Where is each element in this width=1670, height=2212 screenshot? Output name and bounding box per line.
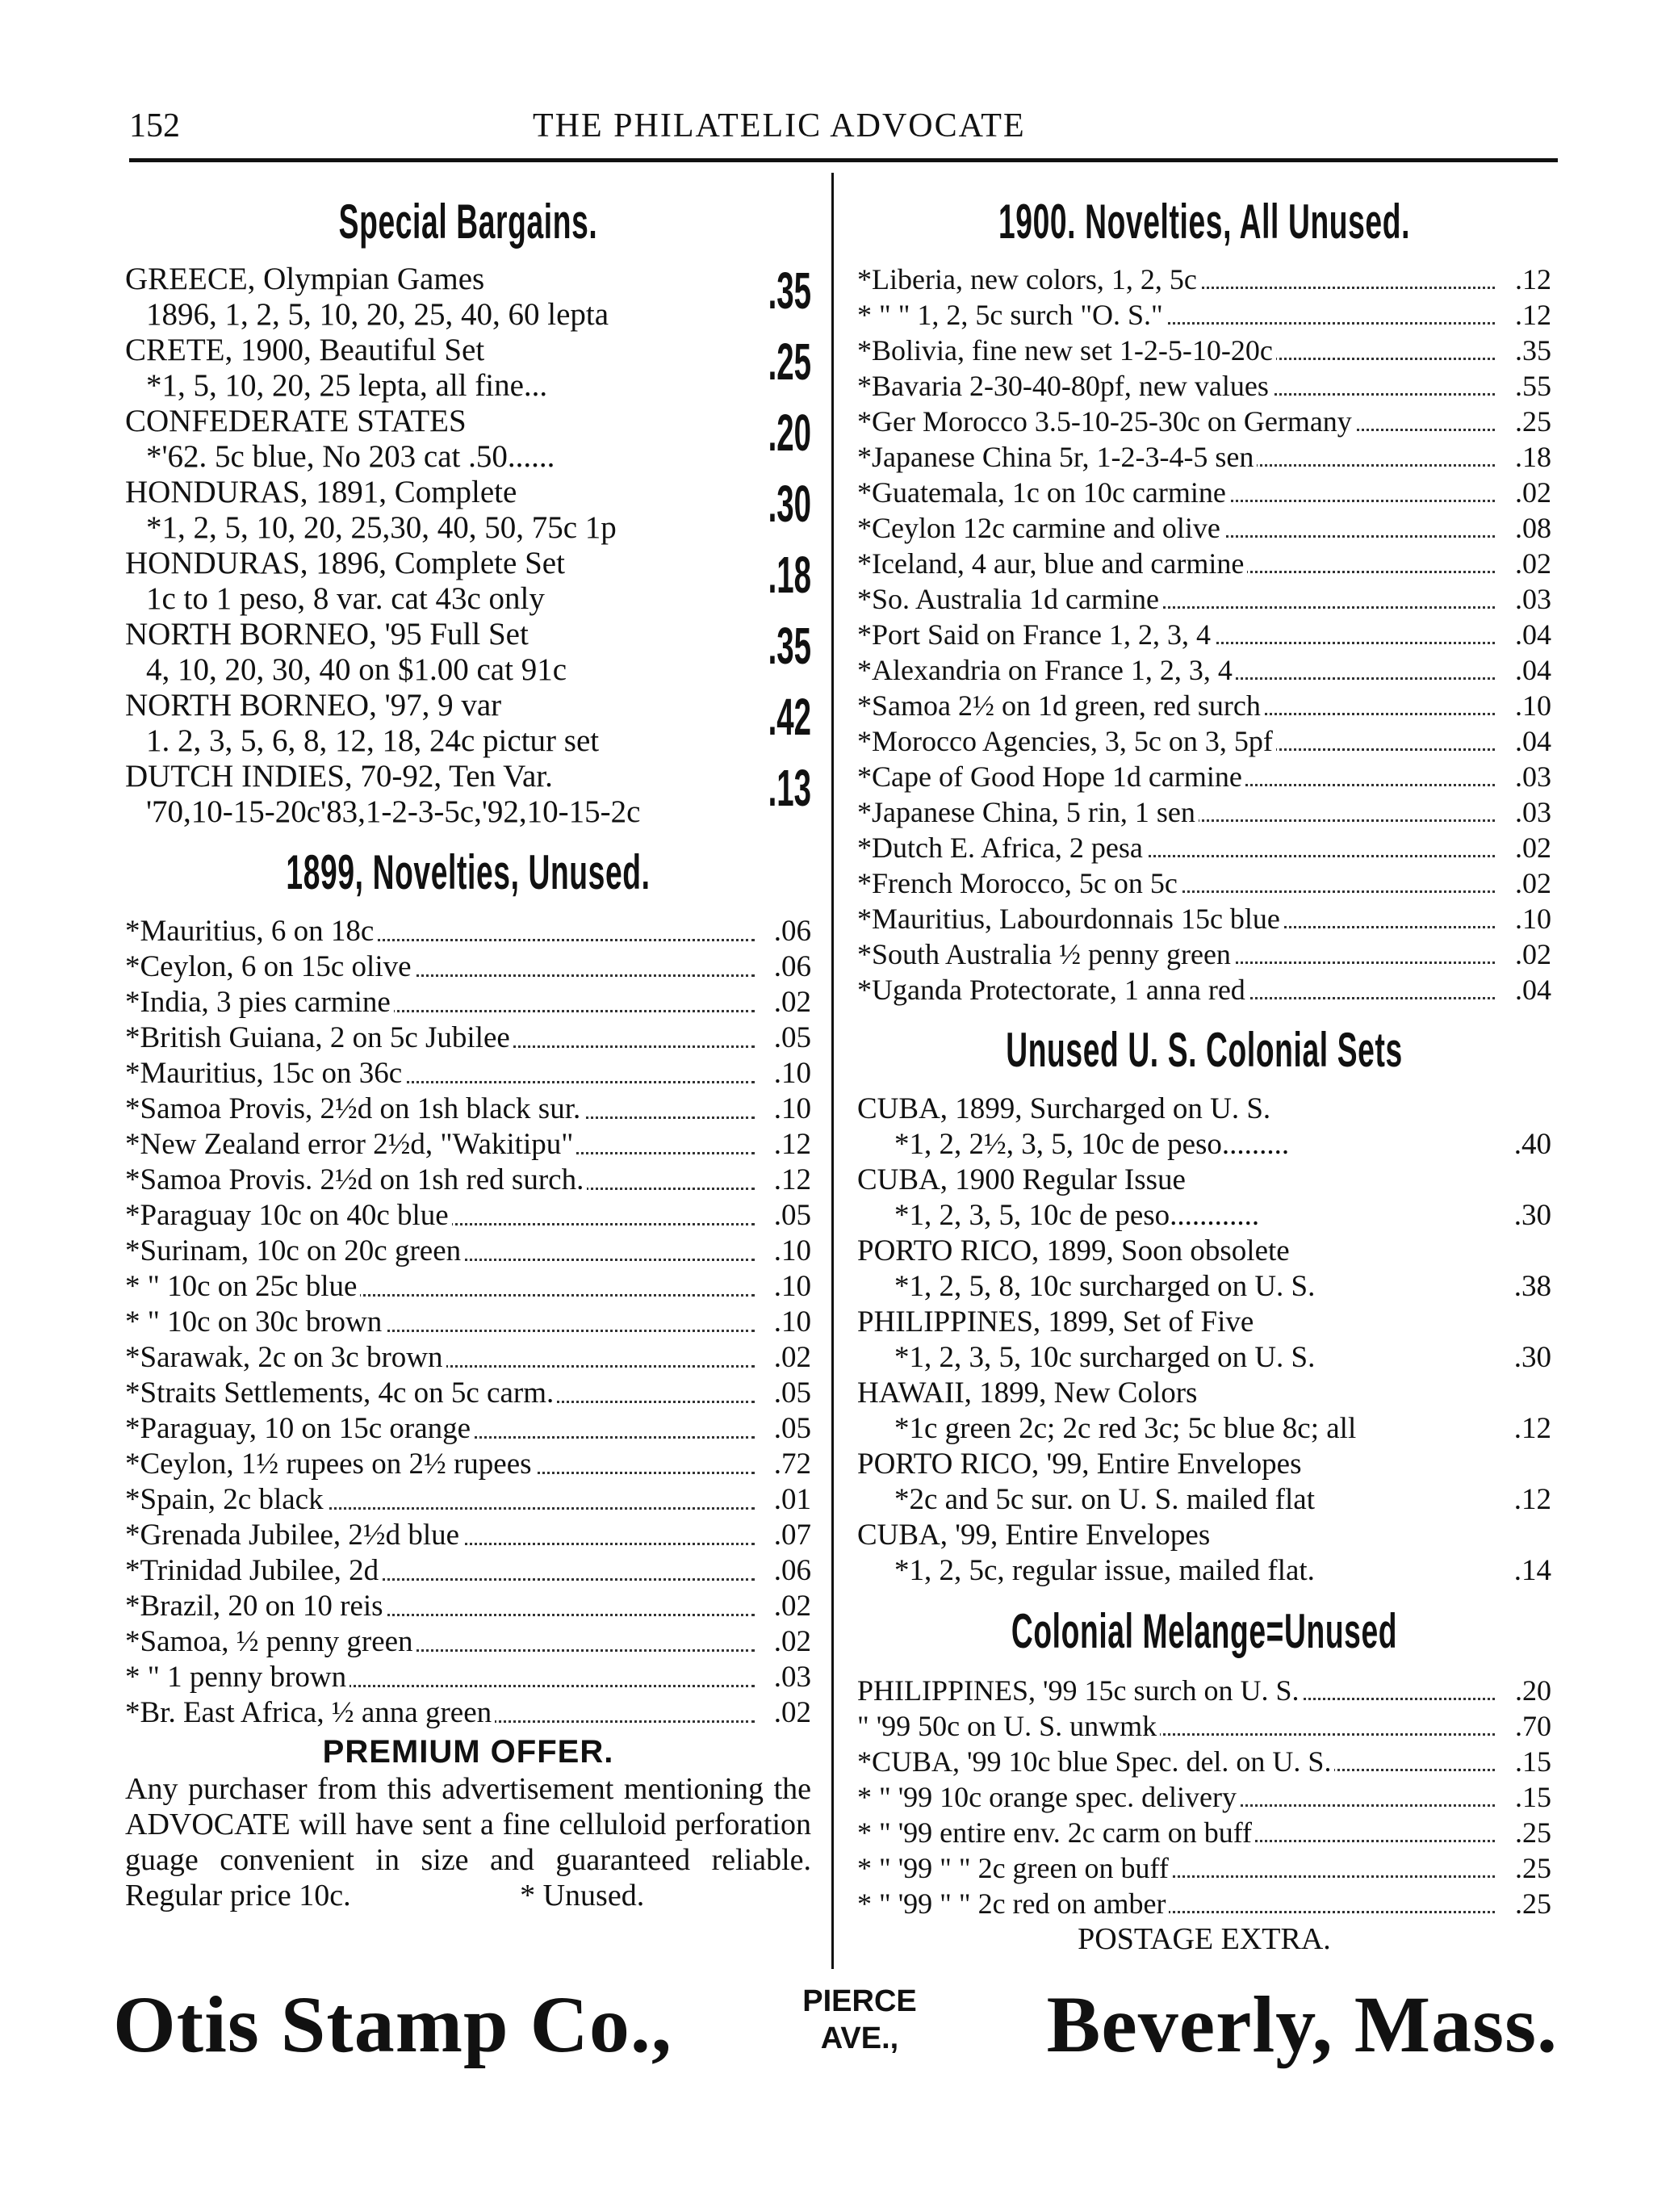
bargain-item bbox=[125, 333, 811, 404]
item-price: .02 bbox=[769, 985, 811, 1020]
item-description: *Grenada Jubilee, 2½d blue bbox=[125, 1519, 462, 1552]
colonial-set-price: .30 bbox=[1513, 1341, 1551, 1374]
item-price: .04 bbox=[1510, 652, 1551, 688]
item-price: .12 bbox=[769, 1127, 811, 1163]
colonial-set-item bbox=[857, 1091, 1551, 1163]
item-description: *Spain, 2c black bbox=[125, 1483, 327, 1516]
colonial-set-item bbox=[857, 1234, 1551, 1305]
item-price: .02 bbox=[769, 1589, 811, 1624]
item-description: PHILIPPINES, '99 15c surch on U. S. bbox=[857, 1674, 1303, 1707]
price-list-row bbox=[857, 865, 1551, 901]
colonial-set-description: *1, 2, 3, 5, 10c de peso............ bbox=[894, 1199, 1260, 1232]
item-description: * " '99 entire env. 2c carm on buff bbox=[857, 1816, 1255, 1849]
bargain-detail: 4, 10, 20, 30, 40 on $1.00 cat 91c bbox=[146, 652, 567, 687]
special-bargains-list bbox=[125, 262, 811, 830]
bargain-item bbox=[125, 262, 811, 333]
price-list-row bbox=[125, 1376, 811, 1411]
price-list-row bbox=[125, 1695, 811, 1731]
bargain-detail: 1. 2, 3, 5, 6, 8, 12, 18, 24c pictur set bbox=[146, 723, 600, 758]
colonial-set-detail bbox=[857, 1127, 1551, 1163]
item-description: *Sarawak, 2c on 3c brown bbox=[125, 1341, 446, 1374]
item-price: .05 bbox=[769, 1411, 811, 1447]
item-description: *Samoa, ½ penny green bbox=[125, 1625, 416, 1658]
price-list-row bbox=[857, 404, 1551, 439]
item-price: .10 bbox=[769, 1305, 811, 1340]
item-price: .02 bbox=[769, 1340, 811, 1376]
item-description: *Iceland, 4 aur, blue and carmine bbox=[857, 547, 1247, 580]
price-list-row bbox=[125, 1163, 811, 1198]
price-list-row bbox=[857, 368, 1551, 404]
item-description: *British Guiana, 2 on 5c Jubilee bbox=[125, 1021, 513, 1054]
price-list-row bbox=[125, 1020, 811, 1056]
bargain-price: .42 bbox=[768, 688, 811, 746]
item-description: *Ceylon, 1½ rupees on 2½ rupees bbox=[125, 1447, 535, 1481]
colonial-set-item bbox=[857, 1163, 1551, 1234]
bargain-detail: *'62. 5c blue, No 203 cat .50...... bbox=[146, 439, 555, 474]
price-list-row bbox=[857, 262, 1551, 297]
item-price: .25 bbox=[1510, 404, 1551, 439]
street-address bbox=[775, 1983, 944, 2057]
item-description: *Trinidad Jubilee, 2d bbox=[125, 1554, 382, 1587]
colonial-set-price: .38 bbox=[1513, 1270, 1551, 1303]
price-list-row bbox=[857, 1886, 1551, 1921]
price-list-row bbox=[857, 901, 1551, 936]
bargain-item bbox=[125, 404, 811, 475]
price-list-row bbox=[125, 1624, 811, 1660]
item-description: *Japanese China 5r, 1-2-3-4-5 sen bbox=[857, 441, 1257, 473]
page-number: 152 bbox=[129, 107, 180, 145]
price-list-row bbox=[125, 1482, 811, 1518]
price-list-row bbox=[125, 1305, 811, 1340]
bargain-title: HONDURAS, 1896, Complete Set bbox=[125, 546, 565, 580]
item-description: *Dutch E. Africa, 2 pesa bbox=[857, 832, 1146, 864]
price-list-row bbox=[125, 1447, 811, 1482]
item-description: * " 10c on 25c blue bbox=[125, 1270, 360, 1303]
bargain-item bbox=[125, 759, 811, 830]
price-list-row bbox=[125, 914, 811, 949]
city-name: Beverly, Mass. bbox=[1046, 1979, 1558, 2069]
item-description: * " " 1, 2, 5c surch "O. S." bbox=[857, 299, 1166, 331]
price-list-row bbox=[125, 1589, 811, 1624]
novelties-1899-list bbox=[125, 914, 811, 1731]
price-list-row bbox=[857, 475, 1551, 510]
item-price: .05 bbox=[769, 1198, 811, 1234]
colonial-set-description: *1, 2, 3, 5, 10c surcharged on U. S. bbox=[894, 1341, 1316, 1374]
price-list-row bbox=[857, 1779, 1551, 1815]
colonial-melange-heading: Colonial Melange=Unused bbox=[1011, 1604, 1398, 1658]
company-name: Otis Stamp Co., bbox=[113, 1979, 672, 2069]
postage-extra: POSTAGE EXTRA. bbox=[1078, 1922, 1331, 1956]
header-rule bbox=[129, 158, 1558, 162]
bargain-detail: *1, 2, 5, 10, 20, 25,30, 40, 50, 75c 1p bbox=[146, 510, 617, 545]
price-list-row bbox=[857, 794, 1551, 830]
colonial-set-title: CUBA, '99, Entire Envelopes bbox=[857, 1519, 1211, 1552]
item-price: .70 bbox=[1510, 1708, 1551, 1744]
price-list-row bbox=[857, 439, 1551, 475]
item-description: *Port Said on France 1, 2, 3, 4 bbox=[857, 618, 1214, 651]
price-list-row bbox=[125, 1269, 811, 1305]
item-price: .02 bbox=[1510, 936, 1551, 972]
bargain-detail: 1c to 1 peso, 8 var. cat 43c only bbox=[146, 581, 545, 616]
item-price: .10 bbox=[1510, 901, 1551, 936]
column-divider bbox=[831, 173, 834, 1969]
item-price: .25 bbox=[1510, 1815, 1551, 1850]
left-column bbox=[125, 194, 811, 1913]
price-list-row bbox=[857, 830, 1551, 865]
bargain-detail: *1, 5, 10, 20, 25 lepta, all fine... bbox=[146, 368, 548, 403]
price-list-row bbox=[857, 510, 1551, 546]
item-price: .05 bbox=[769, 1376, 811, 1411]
item-description: *Mauritius, 15c on 36c bbox=[125, 1057, 405, 1090]
item-price: .02 bbox=[1510, 546, 1551, 581]
item-description: *Paraguay, 10 on 15c orange bbox=[125, 1412, 474, 1445]
bargain-price: .30 bbox=[768, 475, 811, 533]
item-description: *Cape of Good Hope 1d carmine bbox=[857, 760, 1245, 793]
bargain-detail: 1896, 1, 2, 5, 10, 20, 25, 40, 60 lepta bbox=[146, 297, 609, 332]
price-list-row bbox=[857, 723, 1551, 759]
price-list-row bbox=[857, 1708, 1551, 1744]
price-list-row bbox=[125, 1198, 811, 1234]
price-list-row bbox=[125, 1234, 811, 1269]
premium-offer-body: Any purchaser from this advertisement mentioning the ADVOCATE will have sent a fine celluloid perforation guage convenient in size and guaranteed reliable. Regular price 10c. bbox=[125, 1772, 811, 1912]
colonial-sets-heading: Unused U. S. Colonial Sets bbox=[1006, 1023, 1403, 1077]
bargain-item bbox=[125, 688, 811, 759]
advertiser-footer bbox=[113, 1978, 1558, 2099]
price-list-row bbox=[125, 1091, 811, 1127]
price-list-row bbox=[857, 972, 1551, 1008]
premium-offer-title: PREMIUM OFFER. bbox=[322, 1734, 614, 1770]
premium-offer-text bbox=[125, 1771, 811, 1913]
item-description: " '99 50c on U. S. unwmk bbox=[857, 1710, 1160, 1742]
item-price: .04 bbox=[1510, 723, 1551, 759]
item-description: *Morocco Agencies, 3, 5c on 3, 5pf bbox=[857, 725, 1276, 757]
bargain-price: .20 bbox=[768, 404, 811, 462]
novelties-1899-heading: 1899, Novelties, Unused. bbox=[286, 845, 651, 899]
price-list-row bbox=[125, 1340, 811, 1376]
item-description: *Ceylon, 6 on 15c olive bbox=[125, 950, 415, 983]
colonial-set-item bbox=[857, 1518, 1551, 1589]
price-list-row bbox=[857, 333, 1551, 368]
colonial-set-description: *2c and 5c sur. on U. S. mailed flat bbox=[894, 1483, 1315, 1516]
item-description: * " 1 penny brown bbox=[125, 1661, 349, 1694]
bargain-item bbox=[125, 546, 811, 617]
item-price: .08 bbox=[1510, 510, 1551, 546]
item-price: .10 bbox=[769, 1269, 811, 1305]
colonial-set-title: PORTO RICO, '99, Entire Envelopes bbox=[857, 1447, 1302, 1481]
bargain-title: CONFEDERATE STATES bbox=[125, 404, 467, 438]
novelties-1900-list bbox=[857, 262, 1551, 1008]
colonial-set-detail bbox=[857, 1482, 1551, 1518]
bargain-price: .35 bbox=[768, 262, 811, 320]
item-description: *Guatemala, 1c on 10c carmine bbox=[857, 476, 1229, 509]
bargain-detail: '70,10-15-20c'83,1-2-3-5c,'92,10-15-2c bbox=[146, 794, 641, 829]
running-title: THE PHILATELIC ADVOCATE bbox=[533, 107, 1026, 145]
colonial-set-detail bbox=[857, 1553, 1551, 1589]
colonial-set-price: .30 bbox=[1513, 1199, 1551, 1232]
item-description: *South Australia ½ penny green bbox=[857, 938, 1234, 970]
price-list-row bbox=[857, 1673, 1551, 1708]
item-price: .55 bbox=[1510, 368, 1551, 404]
item-description: *CUBA, '99 10c blue Spec. del. on U. S. bbox=[857, 1745, 1334, 1778]
price-list-row bbox=[857, 936, 1551, 972]
colonial-melange-list bbox=[857, 1673, 1551, 1921]
item-description: *Ger Morocco 3.5-10-25-30c on Germany bbox=[857, 405, 1355, 438]
price-list-row bbox=[125, 1553, 811, 1589]
right-column bbox=[857, 194, 1551, 1957]
bargain-title: CRETE, 1900, Beautiful Set bbox=[125, 333, 485, 367]
colonial-sets-list bbox=[857, 1091, 1551, 1589]
item-price: .15 bbox=[1510, 1779, 1551, 1815]
item-description: *New Zealand error 2½d, "Wakitipu" bbox=[125, 1128, 576, 1161]
price-list-row bbox=[857, 297, 1551, 333]
item-price: .05 bbox=[769, 1020, 811, 1056]
price-list-row bbox=[857, 1850, 1551, 1886]
item-description: *Samoa Provis. 2½d on 1sh red surch. bbox=[125, 1163, 587, 1196]
colonial-set-description: *1, 2, 2½, 3, 5, 10c de peso......... bbox=[894, 1128, 1290, 1161]
price-list-row bbox=[857, 1744, 1551, 1779]
item-price: .03 bbox=[1510, 581, 1551, 617]
bargain-title: HONDURAS, 1891, Complete bbox=[125, 475, 517, 509]
street-line-1: PIERCE bbox=[802, 1984, 917, 2018]
colonial-set-title: CUBA, 1900 Regular Issue bbox=[857, 1163, 1186, 1196]
item-description: *Brazil, 20 on 10 reis bbox=[125, 1590, 387, 1623]
bargain-price: .18 bbox=[768, 546, 811, 604]
item-price: .06 bbox=[769, 1553, 811, 1589]
bargain-item bbox=[125, 617, 811, 688]
price-list-row bbox=[125, 949, 811, 985]
price-list-row bbox=[857, 546, 1551, 581]
price-list-row bbox=[125, 1056, 811, 1091]
bargain-item bbox=[125, 475, 811, 546]
item-description: * " '99 10c orange spec. delivery bbox=[857, 1781, 1240, 1813]
item-price: .18 bbox=[1510, 439, 1551, 475]
item-description: *Paraguay 10c on 40c blue bbox=[125, 1199, 452, 1232]
item-price: .72 bbox=[769, 1447, 811, 1482]
colonial-set-title: HAWAII, 1899, New Colors bbox=[857, 1376, 1198, 1410]
item-price: .10 bbox=[769, 1234, 811, 1269]
item-price: .10 bbox=[769, 1091, 811, 1127]
colonial-set-description: *1c green 2c; 2c red 3c; 5c blue 8c; all bbox=[894, 1412, 1357, 1445]
bargain-title: GREECE, Olympian Games bbox=[125, 262, 485, 296]
item-price: .25 bbox=[1510, 1886, 1551, 1921]
price-list-row bbox=[857, 759, 1551, 794]
street-line-2: AVE., bbox=[820, 2021, 899, 2055]
item-price: .12 bbox=[1510, 297, 1551, 333]
price-list-row bbox=[125, 1660, 811, 1695]
colonial-set-price: .14 bbox=[1513, 1554, 1551, 1587]
item-description: *French Morocco, 5c on 5c bbox=[857, 867, 1181, 899]
item-description: * " '99 " " 2c green on buff bbox=[857, 1852, 1172, 1884]
bargain-title: DUTCH INDIES, 70-92, Ten Var. bbox=[125, 759, 553, 794]
item-price: .03 bbox=[1510, 759, 1551, 794]
colonial-set-price: .40 bbox=[1513, 1128, 1551, 1161]
item-price: .35 bbox=[1510, 333, 1551, 368]
colonial-set-detail bbox=[857, 1340, 1551, 1376]
item-description: *Liberia, new colors, 1, 2, 5c bbox=[857, 263, 1200, 295]
item-price: .04 bbox=[1510, 617, 1551, 652]
bargain-title: NORTH BORNEO, '95 Full Set bbox=[125, 617, 529, 651]
novelties-1900-heading: 1900. Novelties, All Unused. bbox=[998, 195, 1411, 249]
unused-note: * Unused. bbox=[520, 1879, 645, 1912]
colonial-set-description: *1, 2, 5, 8, 10c surcharged on U. S. bbox=[894, 1270, 1316, 1303]
item-description: *Samoa 2½ on 1d green, red surch bbox=[857, 689, 1264, 722]
item-description: *Bolivia, fine new set 1-2-5-10-20c bbox=[857, 334, 1276, 367]
colonial-set-title: PHILIPPINES, 1899, Set of Five bbox=[857, 1305, 1254, 1339]
item-price: .06 bbox=[769, 949, 811, 985]
special-bargains-heading: Special Bargains. bbox=[338, 195, 598, 249]
item-description: *Straits Settlements, 4c on 5c carm. bbox=[125, 1376, 557, 1410]
item-price: .12 bbox=[769, 1163, 811, 1198]
colonial-set-detail bbox=[857, 1198, 1551, 1234]
item-description: *India, 3 pies carmine bbox=[125, 986, 394, 1019]
item-description: *Mauritius, Labourdonnais 15c blue bbox=[857, 903, 1283, 935]
item-description: *Uganda Protectorate, 1 anna red bbox=[857, 974, 1249, 1006]
item-description: *Alexandria on France 1, 2, 3, 4 bbox=[857, 654, 1236, 686]
item-price: .06 bbox=[769, 914, 811, 949]
colonial-set-item bbox=[857, 1376, 1551, 1447]
item-description: *So. Australia 1d carmine bbox=[857, 583, 1162, 615]
item-description: *Mauritius, 6 on 18c bbox=[125, 915, 377, 948]
price-list-row bbox=[857, 1815, 1551, 1850]
item-price: .02 bbox=[1510, 830, 1551, 865]
colonial-set-title: PORTO RICO, 1899, Soon obsolete bbox=[857, 1234, 1290, 1267]
price-list-row bbox=[125, 1518, 811, 1553]
price-list-row bbox=[857, 617, 1551, 652]
item-price: .01 bbox=[769, 1482, 811, 1518]
price-list-row bbox=[125, 1411, 811, 1447]
item-price: .04 bbox=[1510, 972, 1551, 1008]
item-price: .02 bbox=[1510, 475, 1551, 510]
bargain-price: .13 bbox=[768, 759, 811, 817]
colonial-set-description: *1, 2, 5c, regular issue, mailed flat. bbox=[894, 1554, 1315, 1587]
item-price: .10 bbox=[1510, 688, 1551, 723]
item-price: .07 bbox=[769, 1518, 811, 1553]
item-description: *Japanese China, 5 rin, 1 sen bbox=[857, 796, 1199, 828]
item-description: *Ceylon 12c carmine and olive bbox=[857, 512, 1224, 544]
item-price: .03 bbox=[769, 1660, 811, 1695]
item-description: *Bavaria 2-30-40-80pf, new values bbox=[857, 370, 1272, 402]
colonial-set-item bbox=[857, 1305, 1551, 1376]
item-price: .10 bbox=[769, 1056, 811, 1091]
page-header bbox=[129, 107, 1558, 155]
item-description: *Surinam, 10c on 20c green bbox=[125, 1234, 464, 1267]
item-description: * " 10c on 30c brown bbox=[125, 1305, 385, 1339]
colonial-set-detail bbox=[857, 1269, 1551, 1305]
item-description: *Br. East Africa, ½ anna green bbox=[125, 1696, 495, 1729]
colonial-set-price: .12 bbox=[1513, 1483, 1551, 1516]
colonial-set-price: .12 bbox=[1513, 1412, 1551, 1445]
price-list-row bbox=[857, 652, 1551, 688]
item-price: .02 bbox=[769, 1624, 811, 1660]
price-list-row bbox=[857, 581, 1551, 617]
item-description: *Samoa Provis, 2½d on 1sh black sur. bbox=[125, 1092, 584, 1125]
bargain-title: NORTH BORNEO, '97, 9 var bbox=[125, 688, 502, 723]
price-list-row bbox=[857, 688, 1551, 723]
bargain-price: .35 bbox=[768, 617, 811, 675]
item-price: .03 bbox=[1510, 794, 1551, 830]
colonial-set-detail bbox=[857, 1411, 1551, 1447]
price-list-row bbox=[125, 1127, 811, 1163]
item-price: .02 bbox=[1510, 865, 1551, 901]
item-price: .12 bbox=[1510, 262, 1551, 297]
item-price: .25 bbox=[1510, 1850, 1551, 1886]
item-description: * " '99 " " 2c red on amber bbox=[857, 1887, 1169, 1920]
price-list-row bbox=[125, 985, 811, 1020]
item-price: .20 bbox=[1510, 1673, 1551, 1708]
bargain-price: .25 bbox=[768, 333, 811, 391]
colonial-set-title: CUBA, 1899, Surcharged on U. S. bbox=[857, 1092, 1271, 1125]
item-price: .02 bbox=[769, 1695, 811, 1731]
item-price: .15 bbox=[1510, 1744, 1551, 1779]
colonial-set-item bbox=[857, 1447, 1551, 1518]
